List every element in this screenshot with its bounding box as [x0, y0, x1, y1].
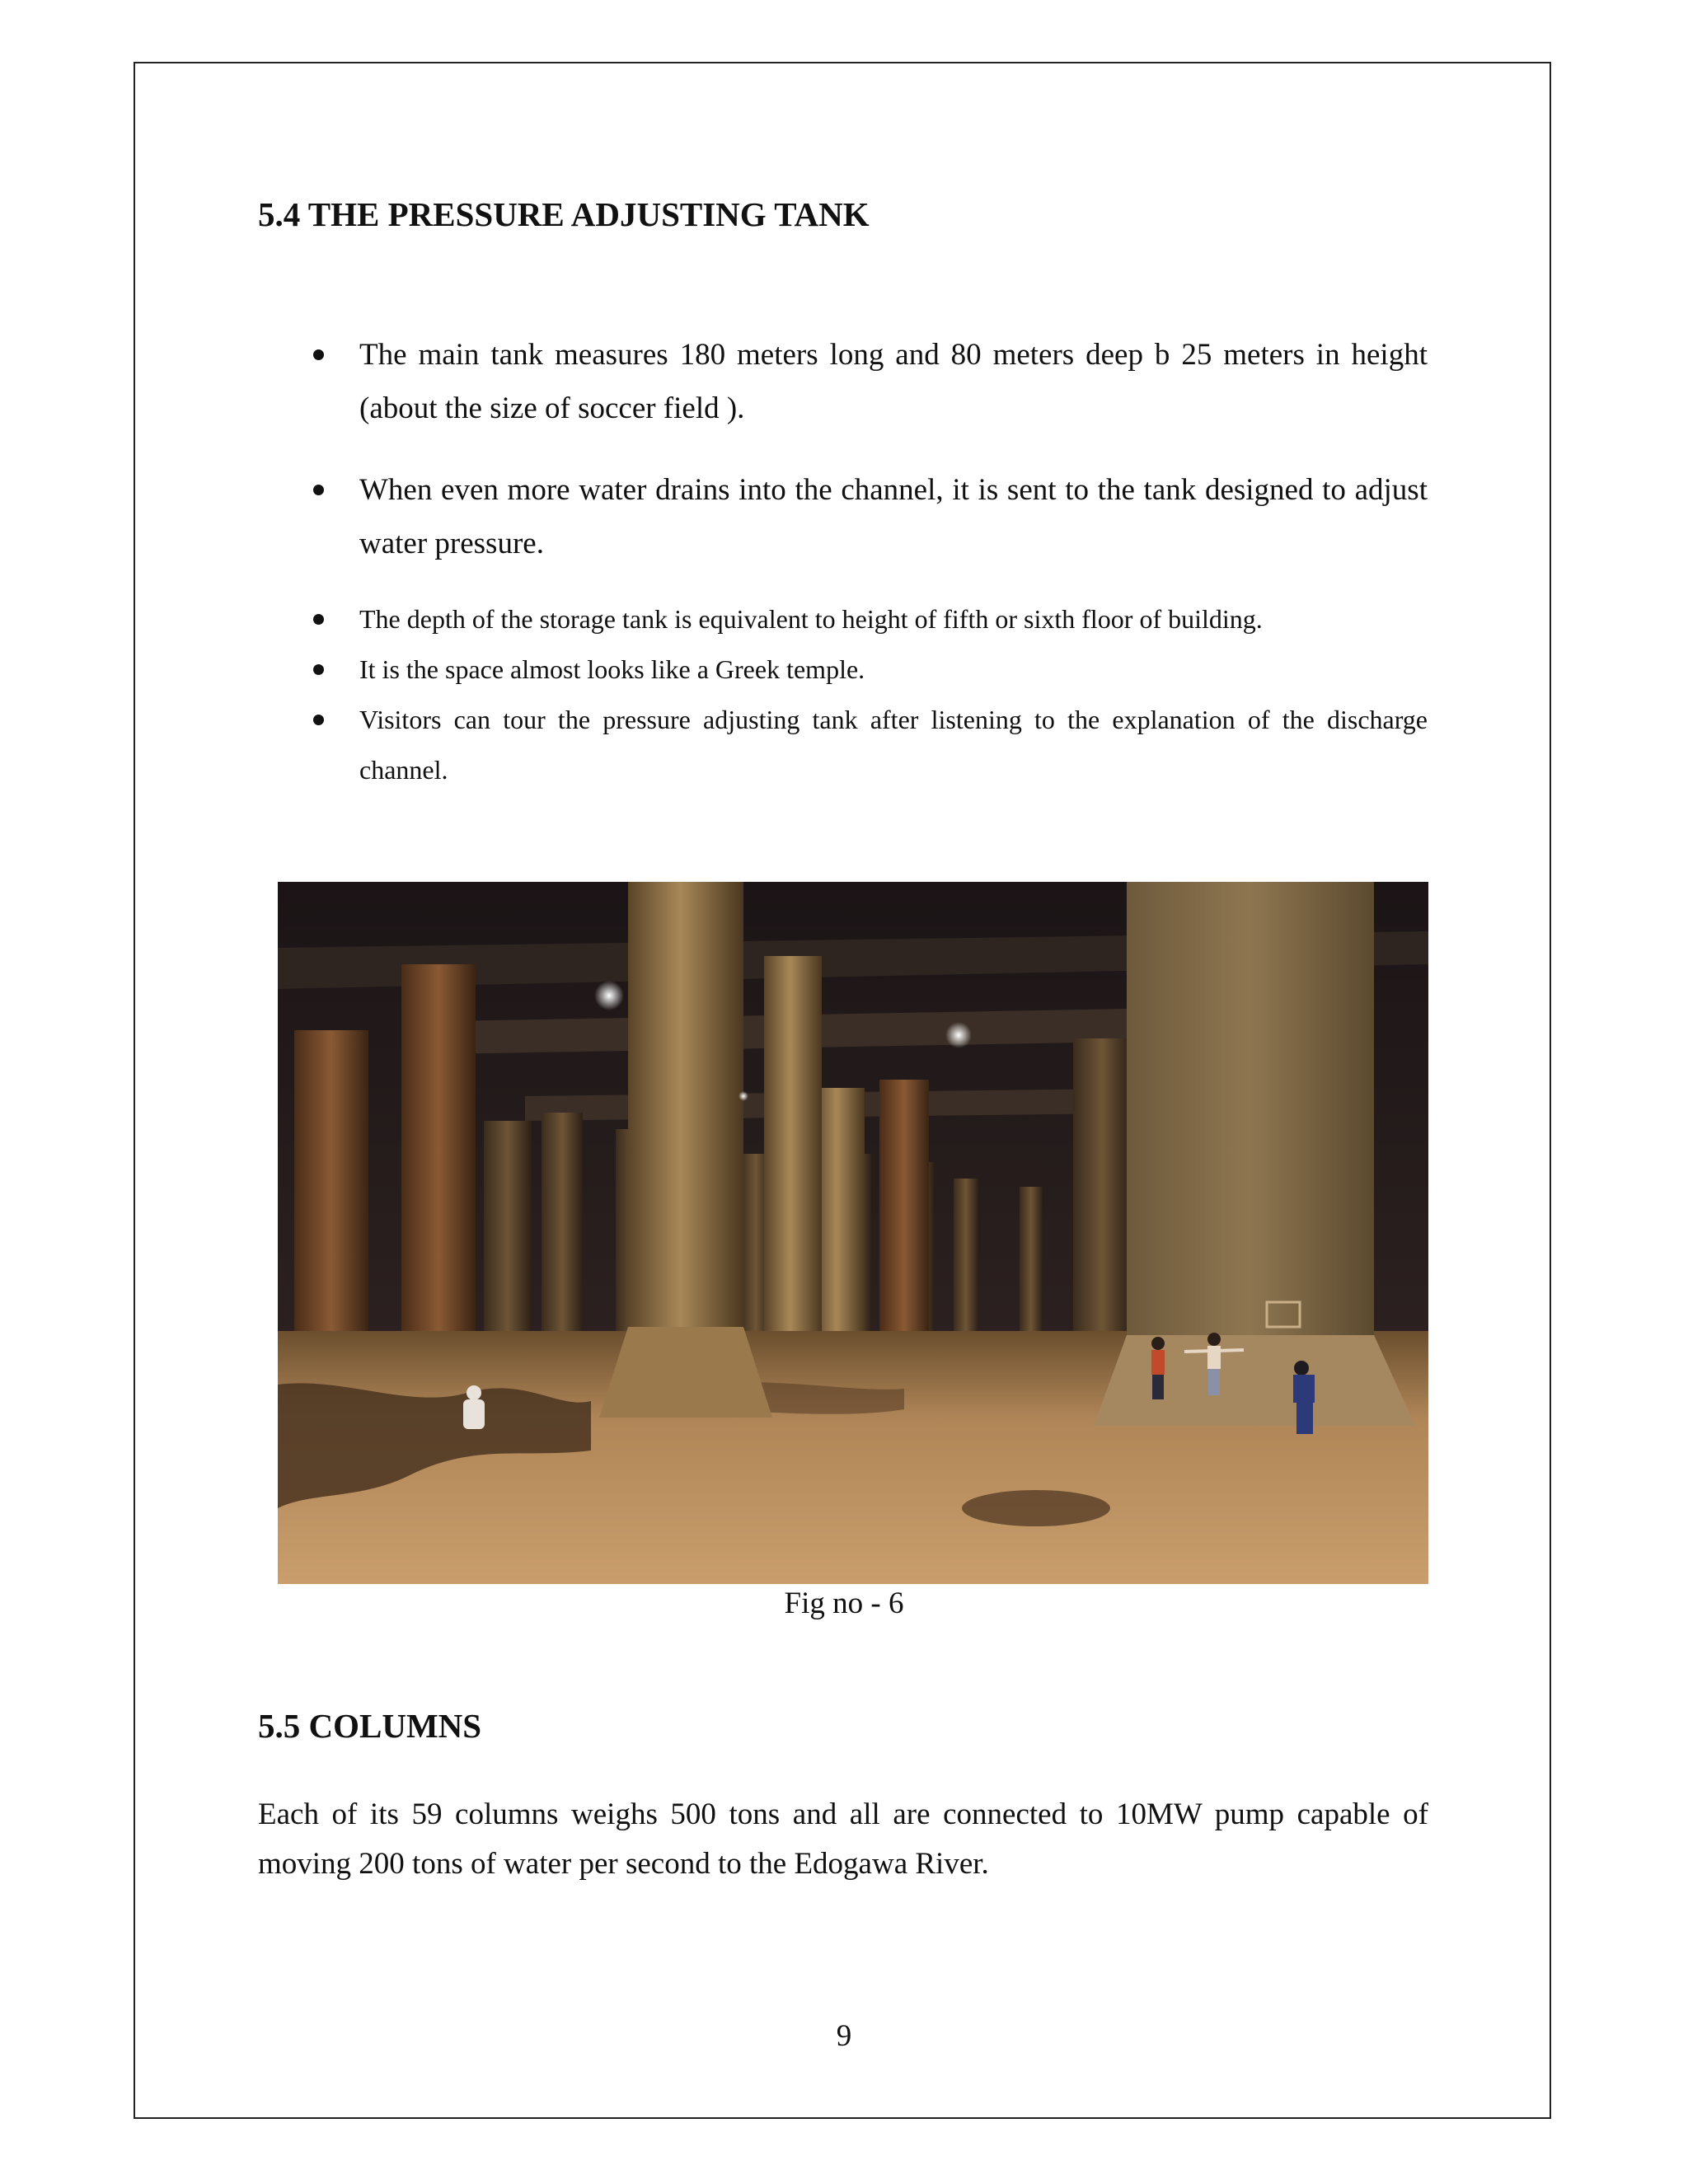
figure-caption: Fig no - 6: [784, 1586, 904, 1620]
bullet-item: When even more water drains into the channel, it is sent to the tank designed to adjust water pressure.: [313, 463, 1428, 570]
bullet-item: The main tank measures 180 meters long and 80 meters deep b 25 meters in height (about the size of soccer field ).: [313, 328, 1428, 435]
bullet-item: It is the space almost looks like a Greek temple.: [313, 644, 1428, 695]
bullet-item: The depth of the storage tank is equivalent to height of fifth or sixth floor of building.: [313, 594, 1428, 644]
columns-paragraph: Each of its 59 columns weighs 500 tons and all are connected to 10MW pump capable of moving 200 tons of water per second to the Edogawa River.: [258, 1797, 1428, 1881]
section-heading-columns: 5.5 COLUMNS: [258, 1707, 482, 1745]
bullet-item: Visitors can tour the pressure adjusting tank after listening to the explanation of the discharge channel.: [313, 695, 1428, 795]
bullet-list-secondary: [313, 594, 1428, 795]
section-heading-pressure-tank: 5.4 THE PRESSURE ADJUSTING TANK: [258, 195, 870, 233]
page-number: 9: [836, 2019, 852, 2053]
bullet-list-main: [313, 328, 1428, 598]
pressure-tank-photo: [278, 882, 1428, 1584]
